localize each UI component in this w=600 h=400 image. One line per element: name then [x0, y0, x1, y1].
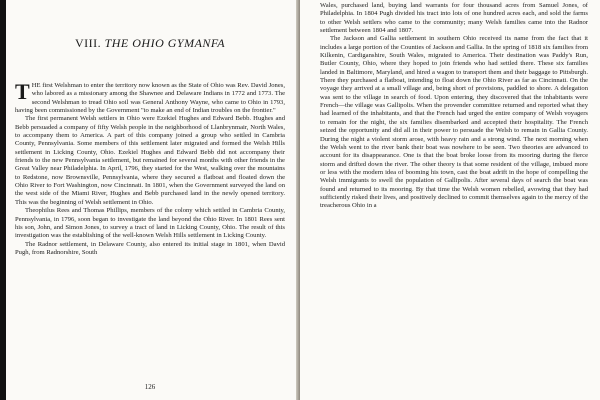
paragraph: Wales, purchased land, buying land warrants for four thousand acres from Samuel Jones, of Philadelphia. In 1804 Pugh divided his tract into lots of one hundred acres each, and sold the farms to other Welsh settlers who came to the community; many Welsh families came into the Radnor settlement between 1804 and 1807. — [320, 2, 588, 35]
chapter-heading — [15, 36, 285, 51]
drop-cap: T — [15, 79, 30, 104]
scan-edge — [0, 0, 6, 400]
paragraph: The first permanent Welsh settlers in Ohio were Ezekiel Hughes and Edward Bebb. Hughes and Bebb persuaded a company of fifty Welsh people in the neighborhood of Llanbrynmair, North Wales, to accompany them to America. A part of this company joined a group who settled in Cambria County, Pennsylvania. Some members of this settlement later migrated and formed the Welsh Hills settlement in Licking County, Ohio. Ezekiel Hughes and Edward Bebb did not accompany their friends to the new Pennsylvania settlement, but remained for several months with other friends in the Great Valley near Philadelphia. In April, 1796, they started for the West, walking over the mountains to Redstone, now Brownsville, Pennsylvania, where they secured a flatboat and floated down the Ohio River to Fort Washington, now Cincinnati. In 1801, when the Government surveyed the land on the west side of the Miami River, Hughes and Bebb purchased land in the newly opened territory. This was the beginning of Welsh settlement in Ohio. — [15, 115, 285, 206]
chapter-title: THE OHIO GYMANFA — [104, 36, 226, 50]
page-number: 126 — [144, 383, 156, 391]
right-page — [300, 0, 600, 400]
paragraph-text: HE first Welshman to enter the territory now known as the State of Ohio was Rev. David Jones, who labored as a missionary among the Shawnee and Delaware Indians in 1772 and 1773. The second Welshman to tread Ohio soil was General Anthony Wayne, who came to Ohio in 1793, having been commissioned by the Government "to make an end of Indian troubles on the frontier." — [15, 82, 285, 115]
right-text-column — [320, 2, 588, 211]
left-text-column — [15, 79, 285, 257]
paragraph: The Jackson and Gallia settlement in southern Ohio received its name from the fact that it includes a large portion of the Counties of Jackson and Gallia. In the spring of 1818 six families from Kilkenin, Cardiganshire, South Wales, migrated to America. Their destination was Paddy's Run, Butler County, Ohio, where they hoped to join friends who had settled there. These six families landed in Baltimore, Maryland, and hired a wagon to transport them and their baggage to Pittsburgh. There they purchased a flatboat, intending to float down the Ohio River as far as Cincinnati. On the voyage they arrived at a small village and, being short of provisions, paddled to shore. A delegation was sent to the village in search of food. Upon entering, they discovered that the inhabitants were French—the village was Gallipolis. When the provender committee returned and reported what they had learned of the inhabitants, and that the French had urged the entire company of Welsh voyagers to remain for the night, the six families disembarked and accepted their hospitality. The French seized the opportunity and did all in their power to persuade the Welsh to remain in Gallia County. During the night a violent storm arose, with heavy rain and a strong wind. The next morning when the Welsh went to the river bank their boat was nowhere to be seen. Two theories are advanced to account for its disappearance. One is that the boat broke loose from its mooring during the fierce storm and drifted down the river. The other theory is that some resident of the village, imbued more or less with the modern idea of booming his town, cast the boat adrift in the hope of compelling the Welsh immigrants to swell the population of Gallipolis. After several days of search the boat was found and returned to its mooring. By that time the Welsh women rebelled, avowing that they had sufficiently risked their lives, and positively declined to commit themselves again to the mercy of the treacherous Ohio in a — [320, 35, 588, 210]
paragraph — [15, 79, 285, 115]
chapter-number: VIII. — [74, 36, 102, 50]
paragraph: Theophilus Rees and Thomas Phillips, members of the colony which settled in Cambria County, Pennsylvania, in 1796, soon began to investigate the land beyond the Ohio River. In 1801 Rees sent his son, John, and Simon Jones, to survey a tract of land in Licking County, Ohio. The result of this investigation was the establishing of the well-known Welsh Hills settlement in Licking County. — [15, 207, 285, 240]
paragraph: The Radnor settlement, in Delaware County, also entered its initial stage in 1801, when David Pugh, from Radnorshire, South — [15, 240, 285, 256]
